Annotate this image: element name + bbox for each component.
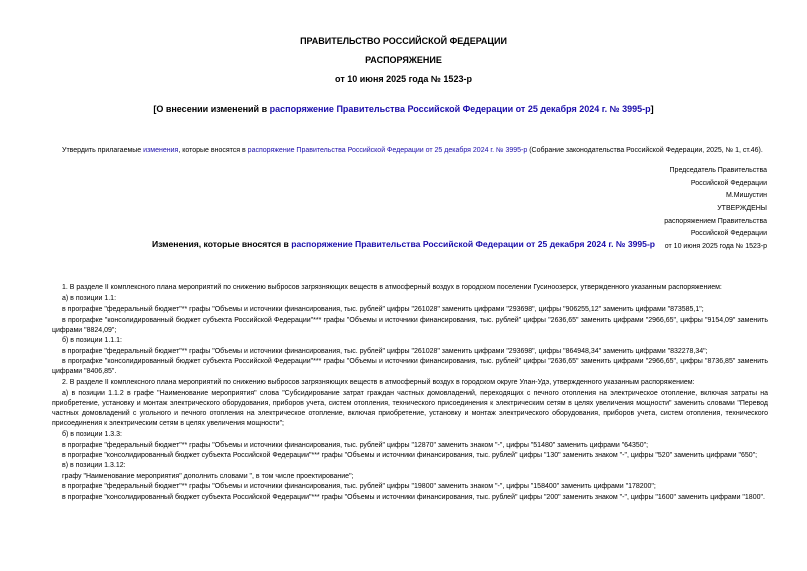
approval-country: Российской Федерации [690, 230, 767, 237]
body-item-2c-reg: в прографке "консолидированный бюджет субъекта Российской Федерации"*** графы "Объемы и источники финансирования, тыс. рублей" цифры "200" заменить знаком "-", цифры "1600" заменить цифрами "1800". [62, 494, 765, 501]
changes-link[interactable]: изменения [143, 147, 179, 154]
body-item-2c: в) в позиции 1.3.12: [62, 462, 126, 469]
body-item-1a-reg: в прографке "консолидированный бюджет субъекта Российской Федерации"*** графы "Объемы и источники финансирования, тыс. рублей" цифры "2636,65" заменить цифрами "2966,65", цифры "9154,09" заменить цифрами "8824,09"; [52, 317, 768, 334]
body-item-1: 1. В разделе II комплексного плана мероприятий по снижению выбросов загрязняющих веществ в атмосферный воздух в городском поселении Гусиноозерск, утвержденного указанным распоряжением: [62, 284, 722, 291]
document-date-number: от 10 июня 2025 года № 1523-р [335, 74, 472, 84]
signature-block [517, 165, 767, 203]
body-item-2a: а) в позиции 1.1.2 в графе "Наименование мероприятия" слова "Субсидирование затрат граждан частных домовладений, переходящих с печного отопления на электрическое отопление, включая затраты на приобретение, установку и монтаж электрического оборудования, приборов учета, систем отопления, технического присоединения к электрическим сетям в целях увеличения мощности" заменить словами "Перевод частных домовладений с угольного и печного отопления на электрическое отопление, включая приобретение, установку и монтаж электрического оборудования, приборов учета, систем отопления, технического присоединения к электрическим сетям в целях увеличения мощности"; [52, 390, 768, 427]
intro-text-3: (Собрание законодательства Российской Федерации, 2025, № 1, ст.46). [527, 147, 763, 154]
title-bracket-open: [ [153, 104, 157, 114]
body-item-1b-fed: в прографке "федеральный бюджет"** графы "Объемы и источники финансирования, тыс. рублей" цифры "261028" заменить цифрами "293698", цифры "864948,34" заменить цифрами "832278,34"; [62, 348, 708, 355]
changes-heading [0, 239, 807, 250]
body-item-1b: б) в позиции 1.1.1: [62, 337, 122, 344]
body-item-2: 2. В разделе II комплексного плана мероприятий по снижению выбросов загрязняющих веществ в атмосферный воздух в городском округе Улан-Удэ, утвержденного указанным распоряжением: [62, 379, 695, 386]
title-bracket-close: ] [650, 104, 654, 114]
body-item-2c-name: графу "Наименование мероприятия" дополнить словами ", в том числе проектирование"; [62, 473, 354, 480]
changes-heading-text: Изменения, которые вносятся в [151, 239, 292, 249]
body-item-2b: б) в позиции 1.3.3: [62, 431, 122, 438]
body-item-1b-reg: в прографке "консолидированный бюджет субъекта Российской Федерации"*** графы "Объемы и источники финансирования, тыс. рублей" цифры "2636,65" заменить цифрами "2966,65", цифры "8736,85" заменить цифрами "8406,85". [52, 358, 768, 375]
referenced-order-link[interactable]: распоряжение Правительства Российской Федерации от 25 декабря 2024 г. № 3995-р [247, 147, 528, 154]
approval-date: от 10 июня 2025 года № 1523-р [664, 242, 767, 250]
signature-title: Председатель Правительства [669, 167, 767, 174]
body-item-1a: а) в позиции 1.1: [62, 295, 117, 302]
document-title [0, 104, 807, 115]
intro-paragraph [52, 146, 768, 156]
approval-heading: УТВЕРЖДЕНЫ [717, 205, 767, 212]
intro-text-2: , которые вносятся в [178, 147, 248, 154]
approval-by: распоряжением Правительства [664, 217, 767, 225]
body-item-2b-fed: в прографке "федеральный бюджет"** графы "Объемы и источники финансирования, тыс. рублей" цифры "12870" заменить знаком "-", цифры "51480" заменить цифрами "64350"; [62, 442, 649, 449]
changes-heading-order-link[interactable]: распоряжение Правительства Российской Федерации от 25 декабря 2024 г. № 3995-р [291, 239, 656, 249]
government-heading: ПРАВИТЕЛЬСТВО РОССИЙСКОЙ ФЕДЕРАЦИИ [300, 36, 507, 46]
title-prefix: О внесении изменений в [156, 104, 270, 114]
intro-text-1: Утвердить прилагаемые [62, 147, 144, 154]
document-type: РАСПОРЯЖЕНИЕ [365, 55, 442, 65]
signature-country: Российской Федерации [690, 179, 767, 187]
title-referenced-order-link[interactable]: распоряжение Правительства Российской Федерации от 25 декабря 2024 г. № 3995-р [269, 104, 651, 114]
body-item-2c-fed: в прографке "федеральный бюджет"** графы "Объемы и источники финансирования, тыс. рублей" цифры "19800" заменить знаком "-", цифры "158400" заменить цифрами "178200"; [62, 483, 656, 490]
signature-name: М.Мишустин [725, 192, 767, 199]
body-item-1a-fed: в прографке "федеральный бюджет"** графы "Объемы и источники финансирования, тыс. рублей" цифры "261028" заменить цифрами "293698", цифры "906255,12" заменить цифрами "873585,1"; [62, 306, 704, 313]
body-item-2b-reg: в прографке "консолидированный бюджет субъекта Российской Федерации"*** графы "Объемы и источники финансирования, тыс. рублей" цифры "130" заменить знаком "-", цифры "520" заменить цифрами "650"; [62, 452, 758, 459]
